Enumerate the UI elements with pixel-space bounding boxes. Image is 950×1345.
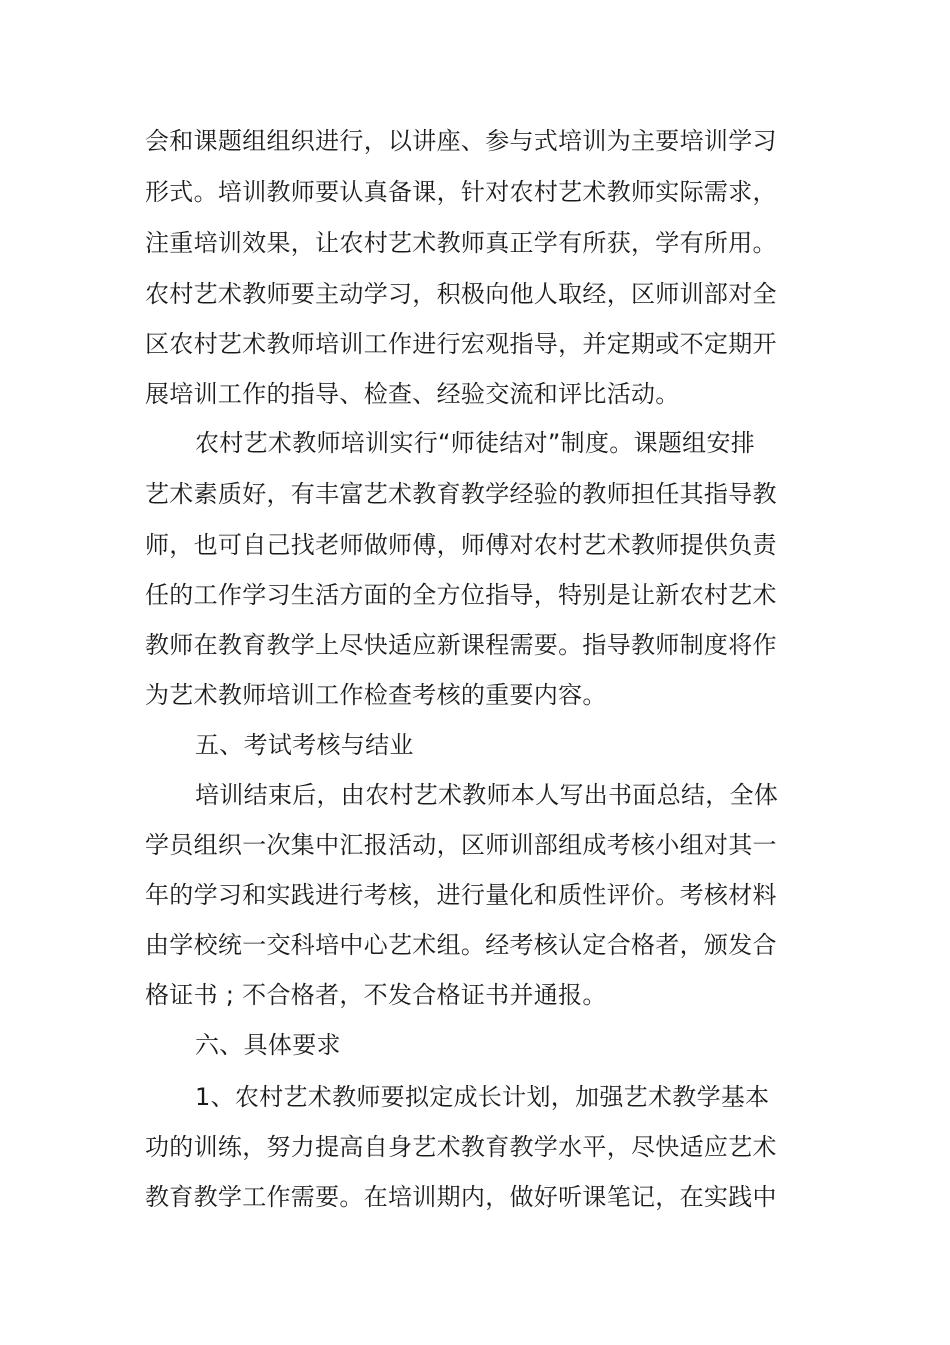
text-line: 会和课题组组织进行，以讲座、参与式培训为主要培训学习	[145, 127, 777, 155]
text-line: 学员组织一次集中汇报活动，区师训部组成考核小组对其一	[145, 831, 777, 859]
paragraph-first-line: 农村艺术教师培训实行“师徒结对”制度。课题组安排	[195, 429, 756, 457]
text-line: 教师在教育教学上尽快适应新课程需要。指导教师制度将作	[145, 631, 777, 659]
text-line: 师，也可自己找老师做师傅，师傅对农村艺术教师提供负责	[145, 531, 777, 559]
text-line: 形式。培训教师要认真备课，针对农村艺术教师实际需求，	[145, 178, 777, 206]
text-line: 任的工作学习生活方面的全方位指导，特别是让新农村艺术	[145, 581, 777, 609]
section-heading: 六、具体要求	[195, 1031, 341, 1059]
text-line: 教育教学工作需要。在培训期内，做好听课笔记，在实践中	[145, 1183, 777, 1211]
text-line: 由学校统一交科培中心艺术组。经考核认定合格者，颁发合	[145, 931, 777, 959]
paragraph-first-line: 1、农村艺术教师要拟定成长计划，加强艺术教学基本	[195, 1083, 770, 1111]
text-line: 展培训工作的指导、检查、经验交流和评比活动。	[145, 380, 680, 408]
text-line: 为艺术教师培训工作检查考核的重要内容。	[145, 681, 607, 709]
text-line: 格证书 ; 不合格者，不发合格证书并通报。	[145, 981, 607, 1009]
text-line: 功的训练，努力提高自身艺术教育教学水平，尽快适应艺术	[145, 1133, 777, 1161]
paragraph-first-line: 培训结束后，由农村艺术教师本人写出书面总结，全体	[195, 781, 779, 809]
text-line: 区农村艺术教师培训工作进行宏观指导，并定期或不定期开	[145, 330, 777, 358]
text-line: 艺术素质好，有丰富艺术教育教学经验的教师担任其指导教	[145, 480, 777, 508]
text-line: 注重培训效果，让农村艺术教师真正学有所获，学有所用。	[145, 229, 777, 257]
text-line: 农村艺术教师要主动学习，积极向他人取经，区师训部对全	[145, 280, 777, 308]
text-line: 年的学习和实践进行考核，进行量化和质性评价。考核材料	[145, 881, 777, 909]
section-heading: 五、考试考核与结业	[195, 731, 414, 759]
